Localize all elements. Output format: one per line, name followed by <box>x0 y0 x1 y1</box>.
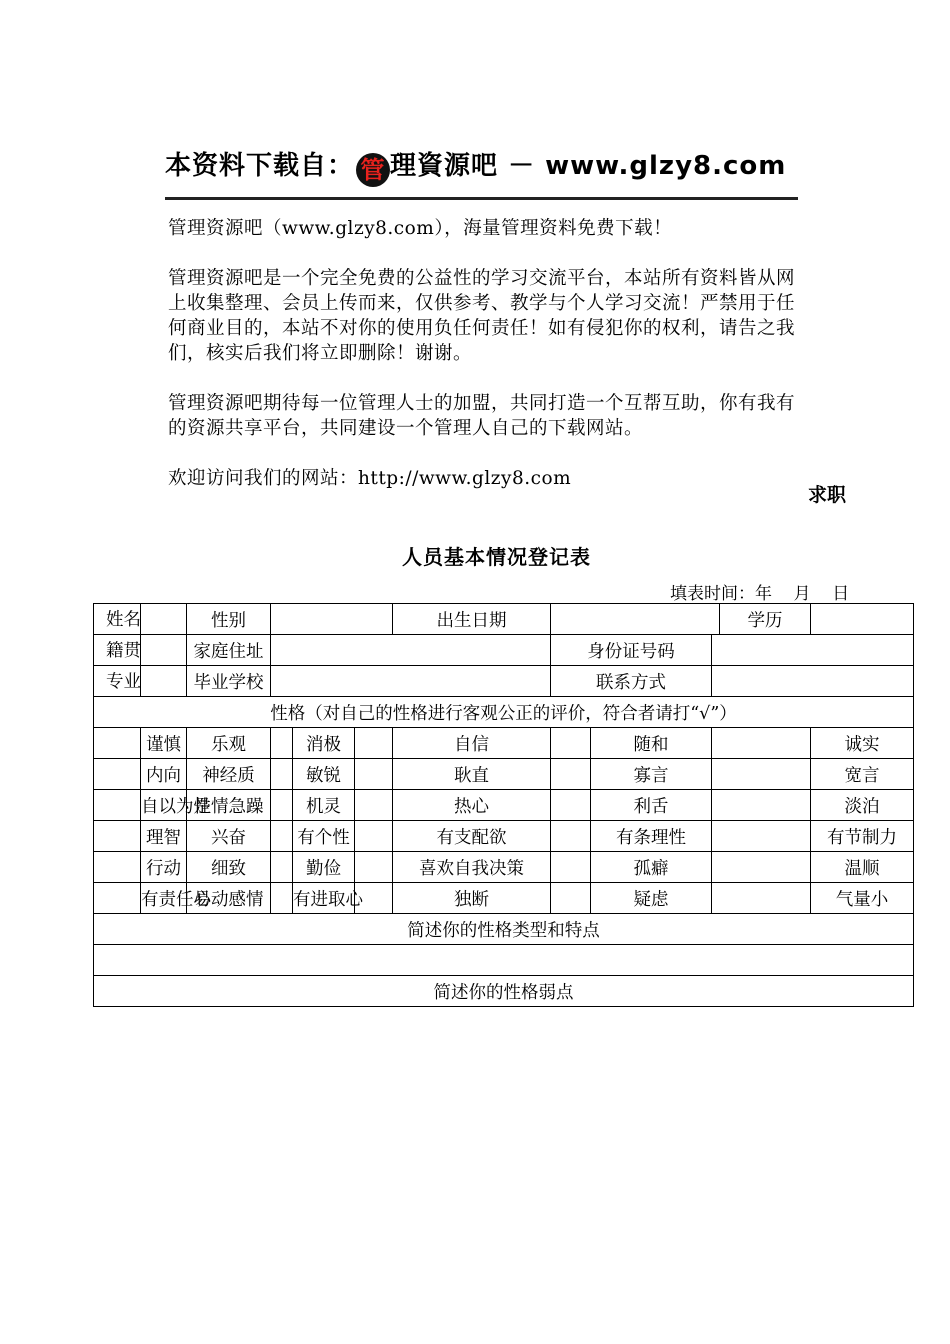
notice-paragraph-2: 管理资源吧是一个完全免费的公益性的学习交流平台，本站所有资料皆从网上收集整理、会员上传而来，仅供参考、教学与个人学习交流！严禁用于任何商业目的，本站不对你的使用负任何责任！如有侵犯你的权利，请告之我们，核实后我们将立即删除！谢谢。 <box>168 268 796 364</box>
brand-logo-icon: 管 <box>356 153 390 187</box>
trait-row <box>94 759 914 790</box>
registration-form <box>93 603 914 1007</box>
notice-line-1: 管理资源吧（www.glzy8.com），海量管理资料免费下载！ <box>168 218 673 239</box>
trait-label: 细致 <box>187 852 271 883</box>
trait-label: 易动感情 <box>187 883 271 914</box>
trait-checkbox[interactable] <box>94 728 141 759</box>
trait-checkbox[interactable] <box>271 883 293 914</box>
trait-label: 有节制力 <box>811 821 914 852</box>
form-title: 人员基本情况登记表 <box>402 545 591 569</box>
major-field[interactable] <box>141 666 187 697</box>
trait-label: 利舌 <box>591 790 712 821</box>
home-address-field[interactable] <box>271 635 551 666</box>
trait-label: 有责任心 <box>141 883 187 914</box>
trait-label: 随和 <box>591 728 712 759</box>
trait-checkbox[interactable] <box>712 852 811 883</box>
label-name: 姓名 <box>94 604 141 635</box>
fill-date-label: 填表时间：年 月 日 <box>670 584 850 604</box>
label-education: 学历 <box>720 604 811 635</box>
trait-checkbox[interactable] <box>551 759 591 790</box>
contact-field[interactable] <box>712 666 914 697</box>
education-field[interactable] <box>811 604 914 635</box>
birth-date-field[interactable] <box>551 604 720 635</box>
trait-label: 行动 <box>141 852 187 883</box>
notice-paragraph-3: 管理资源吧期待每一位管理人士的加盟，共同打造一个互帮互助，你有我有的资源共享平台，共同建设一个管理人自己的下载网站。 <box>168 393 796 439</box>
notice-website-line: 欢迎访问我们的网站：http://www.glzy8.com <box>168 468 572 489</box>
download-banner <box>165 140 800 202</box>
trait-label: 内向 <box>141 759 187 790</box>
name-field[interactable] <box>141 604 187 635</box>
trait-label: 独断 <box>393 883 551 914</box>
trait-label: 温顺 <box>811 852 914 883</box>
trait-checkbox[interactable] <box>355 759 393 790</box>
banner-brand: 理資源吧 <box>390 151 499 181</box>
trait-label: 淡泊 <box>811 790 914 821</box>
trait-label: 乐观 <box>187 728 271 759</box>
trait-label: 疑虑 <box>591 883 712 914</box>
label-native-place: 籍贯 <box>94 635 141 666</box>
trait-checkbox[interactable] <box>94 883 141 914</box>
trait-checkbox[interactable] <box>271 790 293 821</box>
trait-checkbox[interactable] <box>355 728 393 759</box>
label-home-address: 家庭住址 <box>187 635 271 666</box>
trait-checkbox[interactable] <box>94 821 141 852</box>
trait-label: 理智 <box>141 821 187 852</box>
personality-type-answer[interactable] <box>94 945 914 976</box>
trait-checkbox[interactable] <box>551 852 591 883</box>
trait-checkbox[interactable] <box>271 852 293 883</box>
trait-label: 有个性 <box>293 821 355 852</box>
native-place-field[interactable] <box>141 635 187 666</box>
trait-label: 自以为是 <box>141 790 187 821</box>
id-number-field[interactable] <box>712 635 914 666</box>
trait-checkbox[interactable] <box>712 728 811 759</box>
trait-checkbox[interactable] <box>712 883 811 914</box>
trait-label: 寡言 <box>591 759 712 790</box>
trait-checkbox[interactable] <box>355 790 393 821</box>
trait-row <box>94 883 914 914</box>
label-contact: 联系方式 <box>551 666 712 697</box>
banner-divider <box>165 197 798 200</box>
trait-row <box>94 790 914 821</box>
trait-label: 耿直 <box>393 759 551 790</box>
trait-label: 消极 <box>293 728 355 759</box>
trait-checkbox[interactable] <box>271 821 293 852</box>
trait-row <box>94 821 914 852</box>
trait-row <box>94 728 914 759</box>
label-birth-date: 出生日期 <box>393 604 551 635</box>
trait-checkbox[interactable] <box>94 759 141 790</box>
trait-label: 诚实 <box>811 728 914 759</box>
trait-label: 兴奋 <box>187 821 271 852</box>
trait-checkbox[interactable] <box>271 728 293 759</box>
trait-label: 自信 <box>393 728 551 759</box>
label-gender: 性别 <box>187 604 271 635</box>
trait-checkbox[interactable] <box>551 790 591 821</box>
trait-label: 勤俭 <box>293 852 355 883</box>
header-word: 求职 <box>808 484 847 506</box>
trait-checkbox[interactable] <box>355 852 393 883</box>
trait-checkbox[interactable] <box>94 852 141 883</box>
trait-label: 机灵 <box>293 790 355 821</box>
personality-header: 性格（对自己的性格进行客观公正的评价，符合者请打“√”） <box>94 697 914 728</box>
trait-label: 有进取心 <box>293 883 355 914</box>
trait-label: 谨慎 <box>141 728 187 759</box>
trait-label: 气量小 <box>811 883 914 914</box>
personality-weakness-header: 简述你的性格弱点 <box>94 976 914 1007</box>
trait-checkbox[interactable] <box>712 790 811 821</box>
trait-checkbox[interactable] <box>551 728 591 759</box>
label-school: 毕业学校 <box>187 666 271 697</box>
trait-label: 神经质 <box>187 759 271 790</box>
trait-label: 性情急躁 <box>187 790 271 821</box>
trait-checkbox[interactable] <box>551 883 591 914</box>
gender-field[interactable] <box>271 604 393 635</box>
label-major: 专业 <box>94 666 141 697</box>
trait-row <box>94 852 914 883</box>
trait-label: 孤癖 <box>591 852 712 883</box>
banner-prefix: 本资料下载自： <box>165 151 355 181</box>
trait-checkbox[interactable] <box>355 821 393 852</box>
trait-checkbox[interactable] <box>271 759 293 790</box>
trait-label: 热心 <box>393 790 551 821</box>
banner-text <box>165 145 786 187</box>
label-id-number: 身份证号码 <box>551 635 712 666</box>
trait-checkbox[interactable] <box>94 790 141 821</box>
trait-label: 宽言 <box>811 759 914 790</box>
trait-checkbox[interactable] <box>712 821 811 852</box>
trait-label: 有条理性 <box>591 821 712 852</box>
trait-label: 有支配欲 <box>393 821 551 852</box>
trait-label: 敏锐 <box>293 759 355 790</box>
trait-label: 喜欢自我决策 <box>393 852 551 883</box>
trait-checkbox[interactable] <box>551 821 591 852</box>
personality-type-header: 简述你的性格类型和特点 <box>94 914 914 945</box>
school-field[interactable] <box>271 666 551 697</box>
banner-site: － www.glzy8.com <box>498 151 787 181</box>
trait-checkbox[interactable] <box>712 759 811 790</box>
